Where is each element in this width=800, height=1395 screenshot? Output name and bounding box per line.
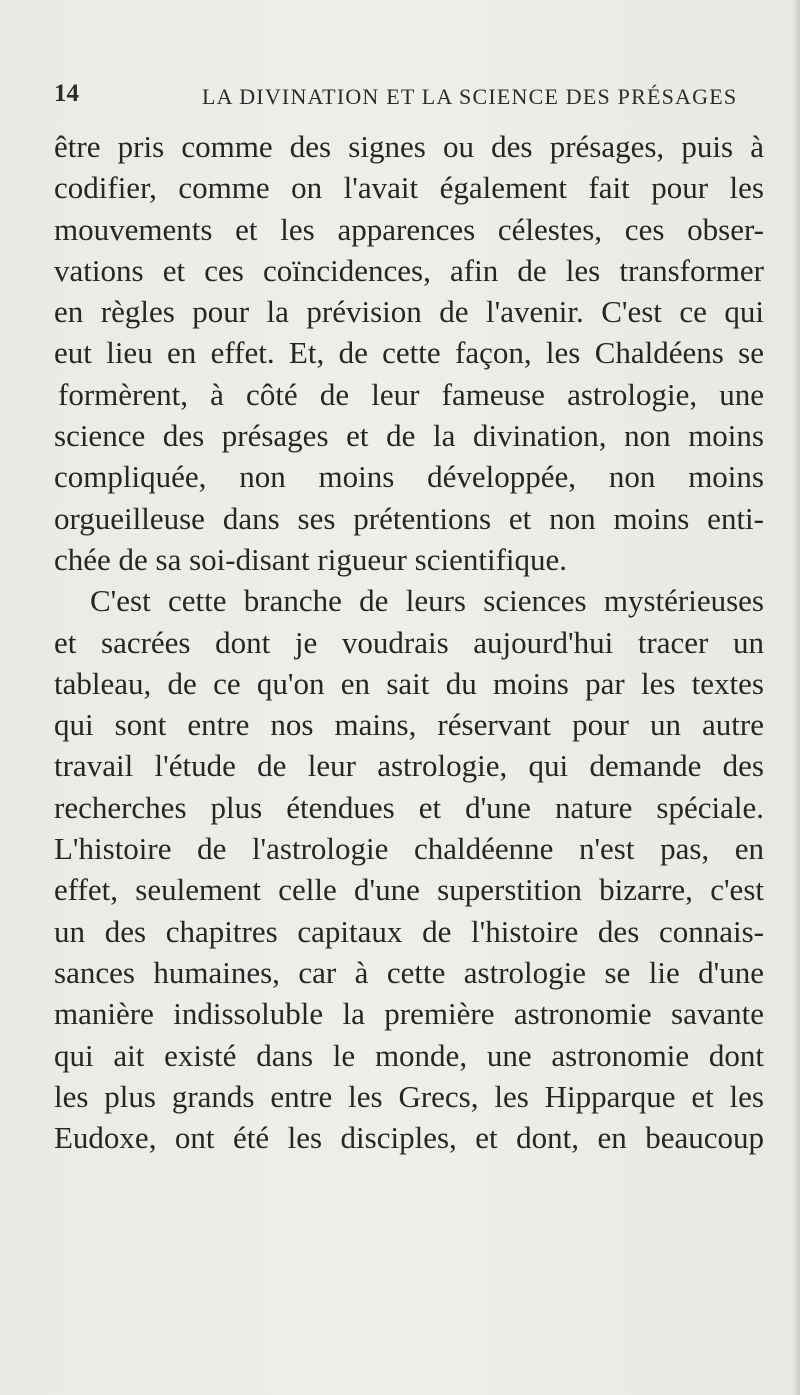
text-line: chée de sa soi-disant rigueur scientifique.: [54, 541, 568, 577]
text-line: Eudoxe, ont été les disciples, et dont, en beaucoup: [54, 1120, 764, 1156]
text-line: être pris comme des signes ou des présages, puis à: [54, 129, 764, 164]
text-line: eut lieu en effet. Et, de cette façon, les Chaldéens se: [54, 335, 764, 371]
text-line: tableau, de ce qu'on en sait du moins par les textes: [54, 665, 764, 701]
text-line: formèrent, à côté de leur fameuse astrologie, une: [58, 376, 764, 412]
page-edge-shadow: [792, 0, 800, 1395]
page-header: [54, 80, 754, 114]
text-line: qui ait existé dans le monde, une astronomie dont: [54, 1037, 764, 1073]
text-line: et sacrées dont je voudrais aujourd'hui tracer un: [54, 624, 764, 660]
text-line: compliquée, non moins développée, non moins: [54, 459, 764, 495]
text-line: un des chapitres capitaux de l'histoire des connais-: [54, 913, 764, 949]
text-line: effet, seulement celle d'une superstition bizarre, c'est: [54, 872, 764, 908]
text-line: les plus grands entre les Grecs, les Hipparque et les: [54, 1078, 764, 1114]
running-title: LA DIVINATION ET LA SCIENCE DES PRÉSAGES: [202, 84, 738, 109]
text-line: mouvements et les apparences célestes, ces obser-: [54, 211, 764, 247]
page-number: 14: [54, 80, 79, 107]
body-text: [54, 126, 764, 1158]
text-line: C'est cette branche de leurs sciences mystérieuses: [90, 583, 764, 619]
text-line: vations et ces coïncidences, afin de les transformer: [54, 252, 764, 288]
text-line: science des présages et de la divination, non moins: [54, 418, 764, 454]
text-line: orgueilleuse dans ses prétentions et non moins enti-: [54, 500, 764, 536]
text-line: travail l'étude de leur astrologie, qui demande des: [54, 748, 764, 784]
text-line: L'histoire de l'astrologie chaldéenne n'est pas, en: [54, 831, 764, 867]
text-line: qui sont entre nos mains, réservant pour un autre: [54, 707, 764, 743]
text-line: recherches plus étendues et d'une nature spéciale.: [54, 789, 764, 825]
text-line: sances humaines, car à cette astrologie se lie d'une: [54, 954, 764, 990]
text-line: codifier, comme on l'avait également fait pour les: [54, 170, 764, 206]
text-line: en règles pour la prévision de l'avenir. C'est ce qui: [54, 294, 764, 330]
text-line: manière indissoluble la première astronomie savante: [54, 996, 764, 1032]
